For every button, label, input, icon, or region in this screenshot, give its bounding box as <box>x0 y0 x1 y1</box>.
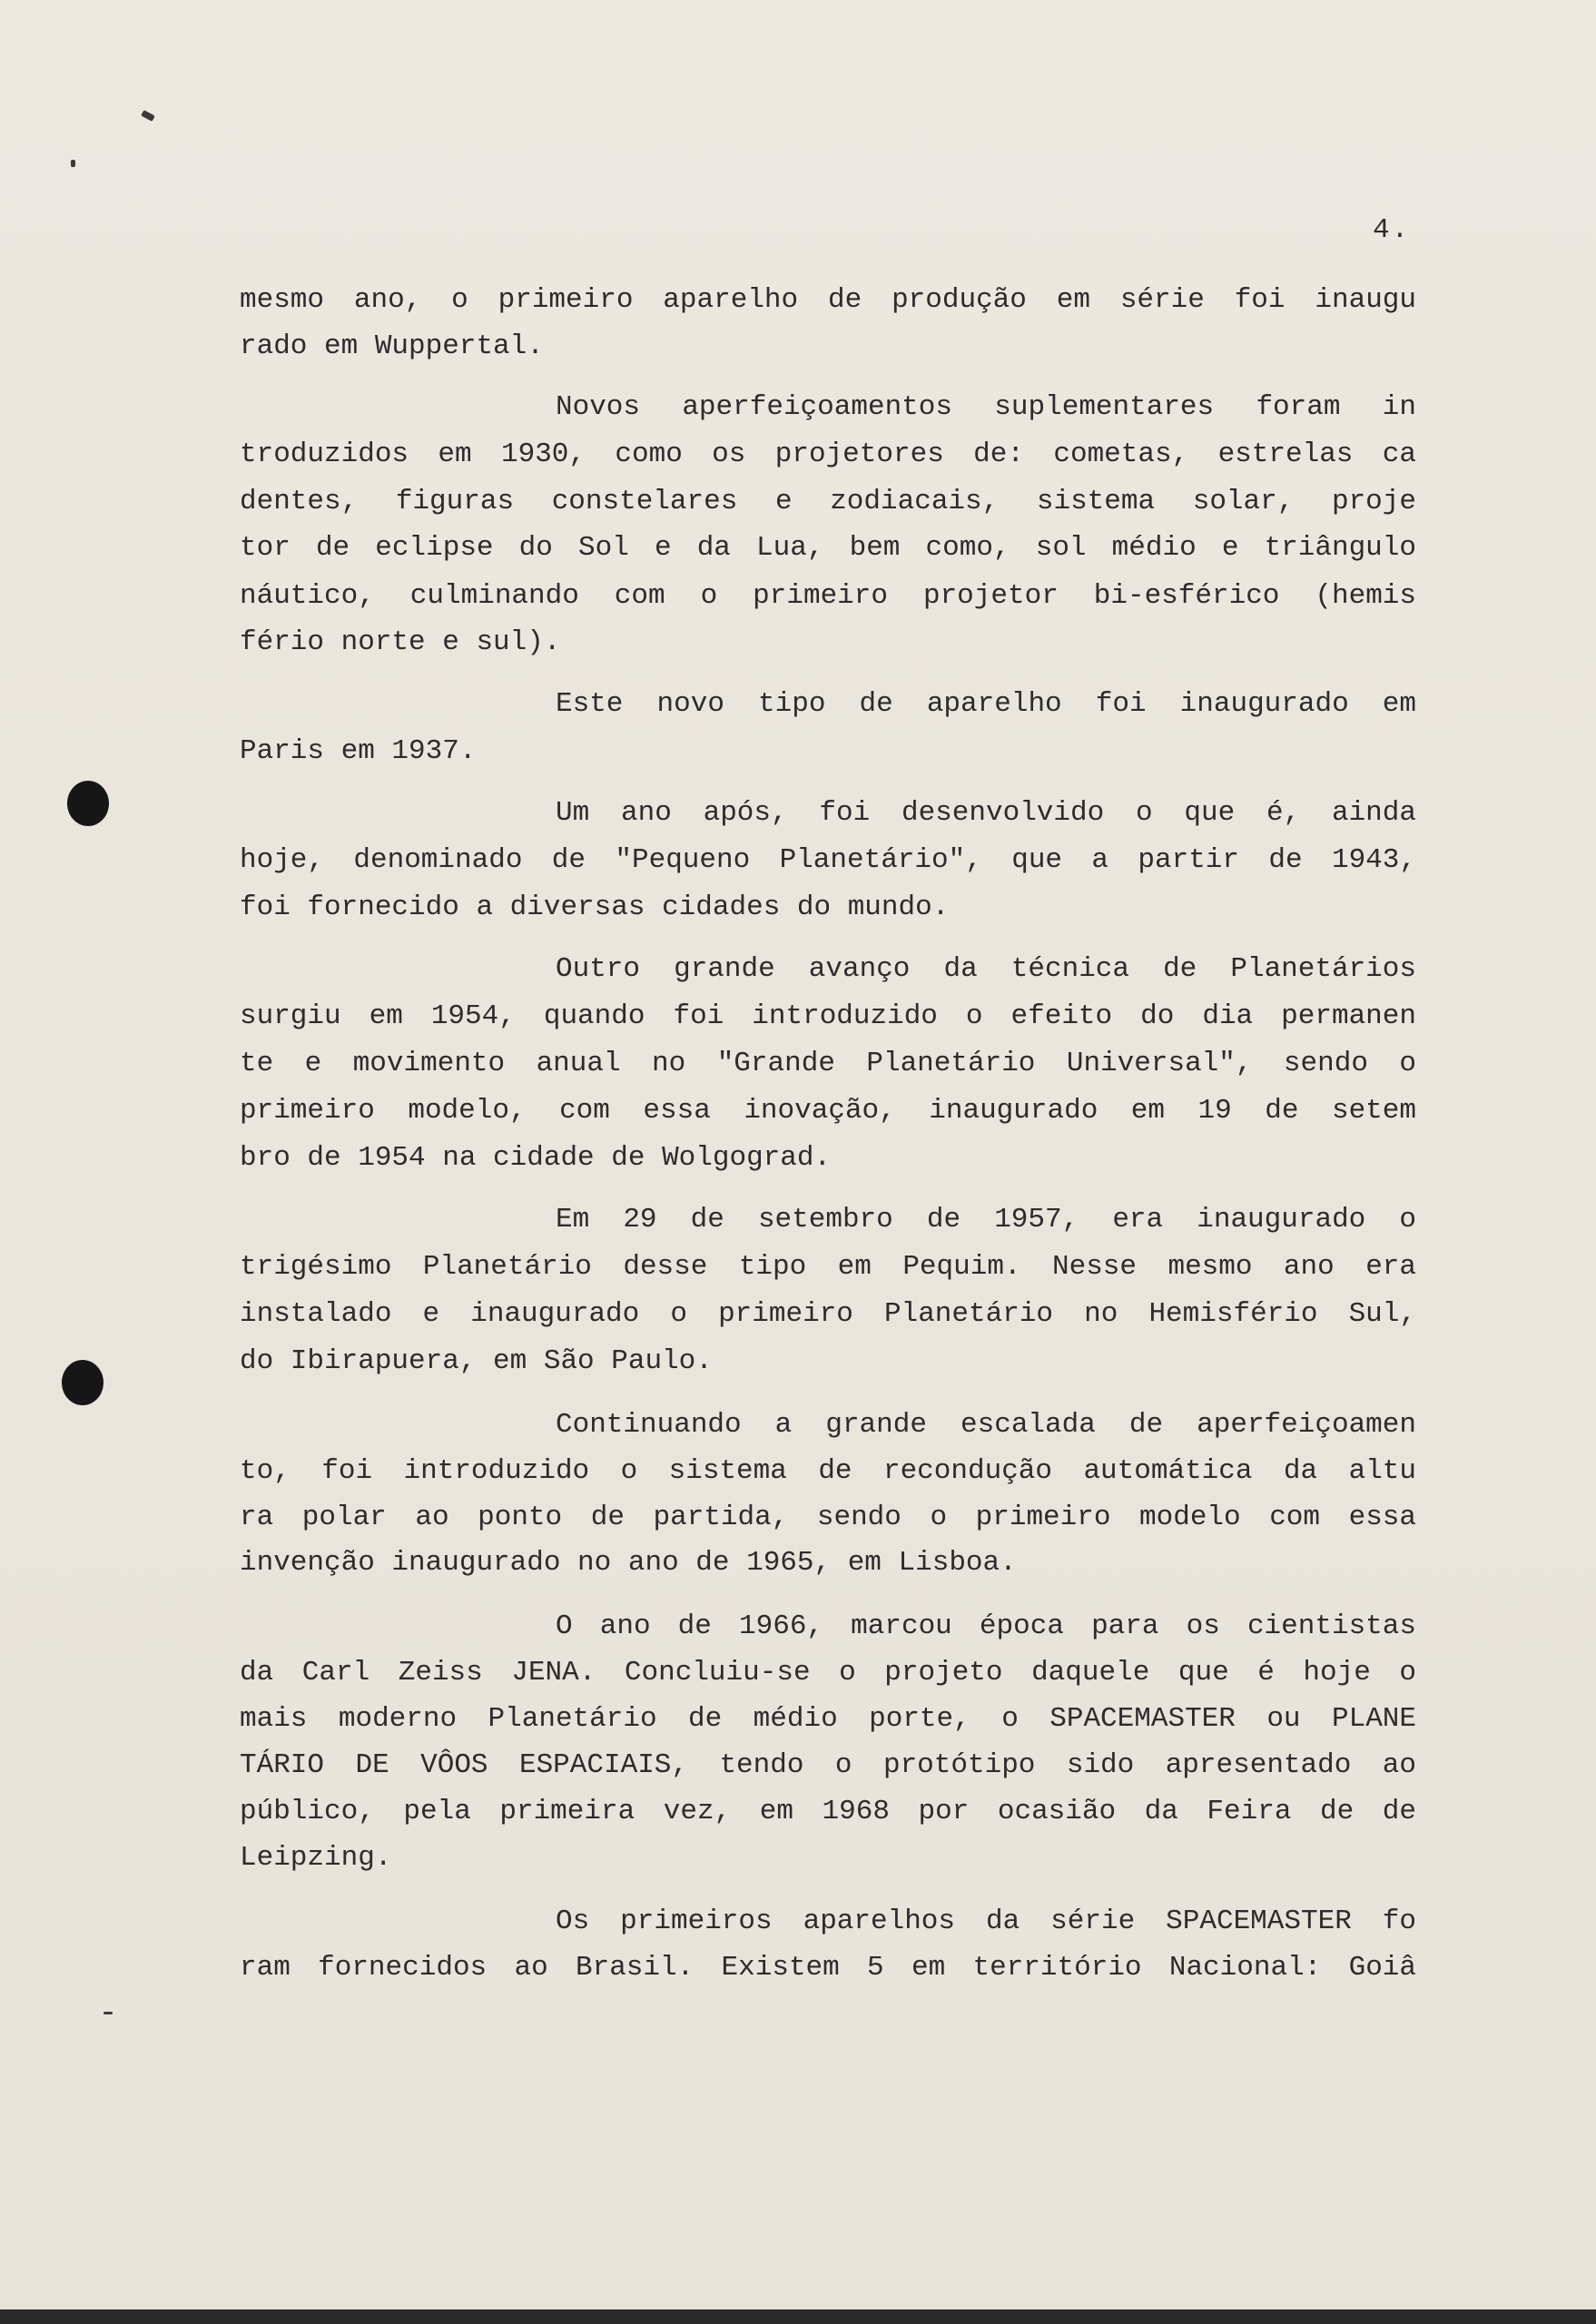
text-line: do Ibirapuera, em São Paulo. <box>240 1345 713 1377</box>
text-line: invenção inaugurado no ano de 1965, em Lisboa. <box>240 1547 1017 1579</box>
text-line: rado em Wuppertal. <box>240 330 544 362</box>
text-line: Um ano após, foi desenvolvido o que é, ainda <box>556 797 1416 829</box>
text-line: bro de 1954 na cidade de Wolgograd. <box>240 1142 832 1174</box>
ink-speck <box>71 160 75 167</box>
text-line: surgiu em 1954, quando foi introduzido o efeito do dia permanen <box>240 1000 1416 1032</box>
text-line: Em 29 de setembro de 1957, era inaugurado o <box>556 1204 1416 1236</box>
punch-hole-bottom <box>62 1360 103 1405</box>
text-line: troduzidos em 1930, como os projetores de: cometas, estrelas ca <box>240 438 1416 470</box>
text-line: Continuando a grande escalada de aperfeiçoamen <box>556 1409 1416 1441</box>
ink-speck <box>141 110 155 122</box>
text-line: Novos aperfeiçoamentos suplementares foram in <box>556 391 1416 423</box>
text-line: O ano de 1966, marcou época para os cientistas <box>556 1610 1416 1642</box>
text-line: instalado e inaugurado o primeiro Planetário no Hemisfério Sul, <box>240 1298 1416 1330</box>
ink-speck <box>103 2012 113 2014</box>
page-number: 4. <box>1373 214 1411 246</box>
text-line: mais moderno Planetário de médio porte, o SPACEMASTER ou PLANE <box>240 1703 1416 1735</box>
text-line: foi fornecido a diversas cidades do mundo. <box>240 891 950 923</box>
text-line: primeiro modelo, com essa inovação, inaugurado em 19 de setem <box>240 1095 1416 1127</box>
text-line: Os primeiros aparelhos da série SPACEMASTER fo <box>556 1905 1416 1937</box>
text-line: Este novo tipo de aparelho foi inaugurado em <box>556 688 1416 720</box>
text-line: da Carl Zeiss JENA. Concluiu-se o projeto daquele que é hoje o <box>240 1657 1416 1689</box>
text-line: ram fornecidos ao Brasil. Existem 5 em território Nacional: Goiâ <box>240 1952 1416 1984</box>
text-line: dentes, figuras constelares e zodiacais, sistema solar, proje <box>240 486 1416 517</box>
text-line: trigésimo Planetário desse tipo em Pequim. Nesse mesmo ano era <box>240 1251 1416 1283</box>
scan-bottom-edge <box>0 2309 1596 2324</box>
text-line: Leipzing. <box>240 1842 392 1874</box>
text-line: público, pela primeira vez, em 1968 por ocasião da Feira de de <box>240 1796 1416 1827</box>
text-line: náutico, culminando com o primeiro projetor bi-esférico (hemis <box>240 580 1416 612</box>
text-line: ra polar ao ponto de partida, sendo o primeiro modelo com essa <box>240 1502 1416 1533</box>
text-line: tor de eclipse do Sol e da Lua, bem como, sol médio e triângulo <box>240 532 1416 564</box>
text-line: mesmo ano, o primeiro aparelho de produção em série foi inaugu <box>240 284 1416 316</box>
text-line: Paris em 1937. <box>240 735 477 767</box>
text-line: to, foi introduzido o sistema de recondução automática da altu <box>240 1455 1416 1487</box>
text-line: fério norte e sul). <box>240 626 561 658</box>
text-line: TÁRIO DE VÔOS ESPACIAIS, tendo o protótipo sido apresentado ao <box>240 1749 1416 1781</box>
text-line: hoje, denominado de "Pequeno Planetário", que a partir de 1943, <box>240 844 1416 876</box>
text-line: Outro grande avanço da técnica de Planetários <box>556 953 1416 985</box>
text-line: te e movimento anual no "Grande Planetário Universal", sendo o <box>240 1048 1416 1079</box>
punch-hole-top <box>67 781 109 826</box>
